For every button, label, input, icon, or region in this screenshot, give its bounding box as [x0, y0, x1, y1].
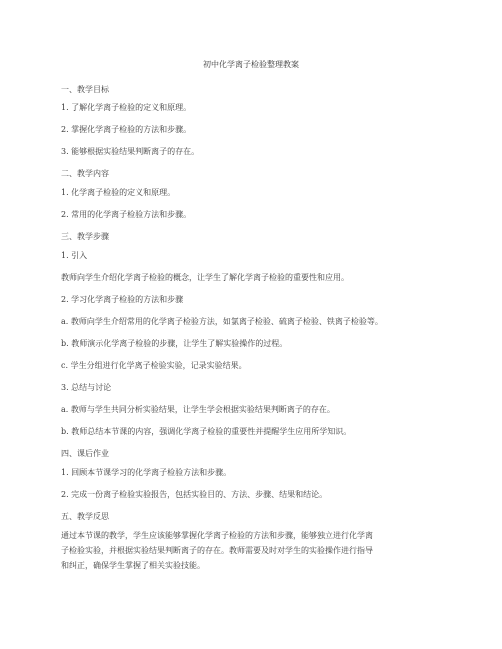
- section-heading-reflection: 五、教学反思: [61, 512, 109, 521]
- reflection-line-1: 通过本节课的教学，学生应该能够掌握化学离子检验的方法和步骤，能够独立进行化学离: [61, 531, 373, 540]
- content-item-1: 1. 化学离子检验的定义和原理。: [61, 188, 176, 197]
- section-heading-objectives: 一、教学目标: [61, 85, 109, 94]
- step-3-item-b: b. 教师总结本节课的内容，强调化学离子检验的重要性并提醒学生应用所学知识。: [61, 427, 352, 436]
- objective-item-2: 2. 掌握化学离子检验的方法和步骤。: [61, 125, 192, 134]
- reflection-line-3: 和纠正，确保学生掌握了相关实验技能。: [61, 561, 205, 570]
- step-1-title: 1. 引入: [61, 251, 88, 260]
- step-2-item-c: c. 学生分组进行化学离子检验实验，记录实验结果。: [61, 361, 247, 370]
- section-heading-content: 二、教学内容: [61, 169, 109, 178]
- content-item-2: 2. 常用的化学离子检验方法和步骤。: [61, 210, 192, 219]
- section-heading-steps: 三、教学步骤: [61, 232, 109, 241]
- homework-item-1: 1. 回顾本节课学习的化学离子检验方法和步骤。: [61, 468, 232, 477]
- objective-item-3: 3. 能够根据实验结果判断离子的存在。: [61, 147, 200, 156]
- section-heading-homework: 四、课后作业: [61, 449, 109, 458]
- step-3-item-a: a. 教师与学生共同分析实验结果，让学生学会根据实验结果判断离子的存在。: [61, 405, 335, 414]
- step-2-item-b: b. 教师演示化学离子检验的步骤，让学生了解实验操作的过程。: [61, 339, 288, 348]
- homework-item-2: 2. 完成一份离子检验实验报告，包括实验目的、方法、步骤、结果和结论。: [61, 490, 328, 499]
- step-1-text: 教师向学生介绍化学离子检验的概念，让学生了解化学离子检验的重要性和应用。: [61, 273, 349, 282]
- document-title: 初中化学离子检验整理教案: [203, 60, 299, 69]
- reflection-line-2: 子检验实验，并根据实验结果判断离子的存在。教师需要及时对学生的实验操作进行指导: [61, 546, 373, 555]
- step-2-item-a: a. 教师向学生介绍常用的化学离子检验方法，如氯离子检验、硫离子检验、铁离子检验等。: [61, 317, 383, 326]
- objective-item-1: 1. 了解化学离子检验的定义和原理。: [61, 103, 192, 112]
- step-2-title: 2. 学习化学离子检验的方法和步骤: [61, 295, 184, 304]
- step-3-title: 3. 总结与讨论: [61, 383, 112, 392]
